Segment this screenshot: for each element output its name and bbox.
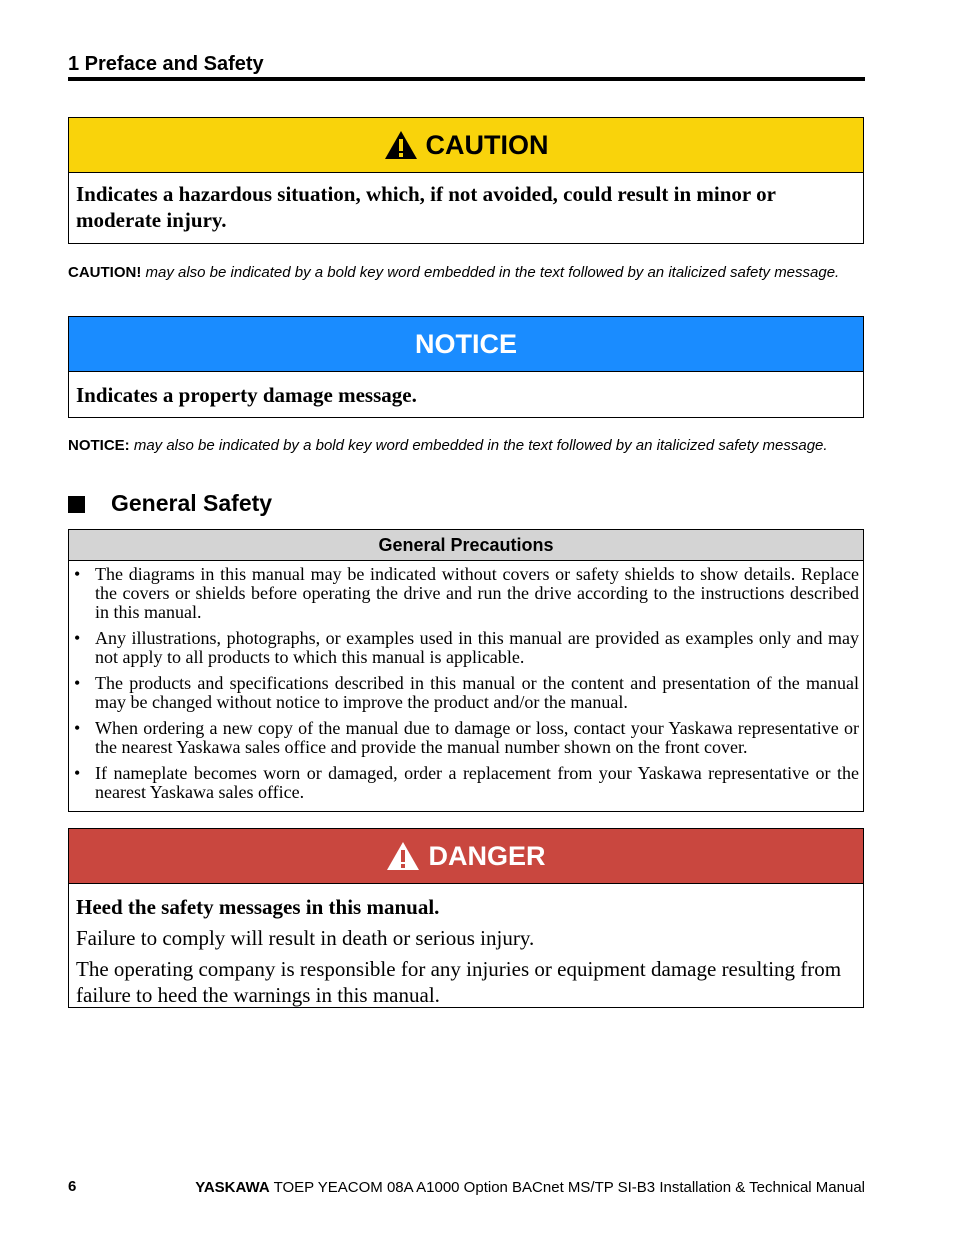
- notice-note: [68, 437, 865, 454]
- list-item: [74, 565, 859, 622]
- caution-note-message: may also be indicated by a bold key word embedded in the text followed by an italicized safety message.: [141, 264, 840, 281]
- section-bullet-square-icon: [68, 496, 85, 513]
- footer-manual-title: [195, 1179, 865, 1196]
- list-item-text: The products and specifications described in this manual or the content and presentation of the manual may be changed without notice to improve the product and/or the manual.: [95, 673, 859, 712]
- bullet: •: [74, 673, 81, 693]
- caution-note: [68, 264, 865, 281]
- bullet: •: [74, 628, 81, 648]
- bullet: •: [74, 564, 81, 584]
- list-item-text: If nameplate becomes worn or damaged, order a replacement from your Yaskawa representative or the nearest Yaskawa sales office.: [95, 763, 859, 802]
- list-item: [74, 719, 859, 757]
- notice-header: [69, 317, 863, 372]
- danger-box: [68, 828, 864, 1008]
- bullet: •: [74, 763, 81, 783]
- caution-label: CAUTION: [425, 129, 549, 160]
- danger-paragraph: The operating company is responsible for any injuries or equipment damage resulting from failure to heed the warnings in this manual.: [76, 957, 842, 1007]
- notice-label: NOTICE: [414, 328, 517, 359]
- danger-label: DANGER: [428, 840, 546, 871]
- caution-body: Indicates a hazardous situation, which, if not avoided, could result in minor or moderate injury.: [76, 182, 776, 232]
- warning-triangle-icon: [384, 130, 418, 160]
- list-item-text: The diagrams in this manual may be indicated without covers or safety shields to show details. Replace the covers or shields before operating the drive and run the drive according to the instructions described in this manual.: [95, 564, 859, 622]
- notice-body: Indicates a property damage message.: [76, 383, 417, 407]
- danger-body: [69, 884, 863, 1008]
- list-item-text: Any illustrations, photographs, or examples used in this manual are provided as examples only and may not apply to all products to which this manual is applicable.: [95, 628, 859, 667]
- list-item-text: When ordering a new copy of the manual due to damage or loss, contact your Yaskawa representative or the nearest Yaskawa sales office and provide the manual number shown on the front cover.: [95, 718, 859, 757]
- danger-heading: Heed the safety messages in this manual.: [76, 895, 440, 919]
- notice-box: [68, 316, 864, 418]
- notice-note-message: may also be indicated by a bold key word embedded in the text followed by an italicized safety message.: [129, 437, 828, 454]
- general-precautions-table: [68, 529, 864, 812]
- footer-title-text: TOEP YEACOM 08A A1000 Option BACnet MS/TP SI-B3 Installation & Technical Manual: [269, 1179, 865, 1196]
- caution-note-keyword: CAUTION!: [68, 264, 142, 281]
- notice-note-keyword: NOTICE:: [68, 437, 130, 454]
- header-rule: [68, 77, 865, 81]
- page-number: 6: [68, 1178, 77, 1195]
- caution-header: [69, 118, 863, 173]
- list-item: [74, 629, 859, 667]
- precautions-list: [69, 561, 863, 802]
- general-safety-heading: [68, 489, 272, 517]
- general-precautions-header: General Precautions: [69, 530, 863, 561]
- list-item: [74, 674, 859, 712]
- warning-triangle-icon: [386, 841, 420, 871]
- list-item: [74, 764, 859, 802]
- general-safety-title: General Safety: [111, 490, 273, 516]
- section-title: 1 Preface and Safety: [68, 53, 264, 75]
- danger-paragraph: Failure to comply will result in death or serious injury.: [76, 926, 535, 950]
- bullet: •: [74, 718, 81, 738]
- danger-header: [69, 829, 863, 884]
- caution-box: [68, 117, 864, 244]
- footer-brand: YASKAWA: [195, 1179, 270, 1196]
